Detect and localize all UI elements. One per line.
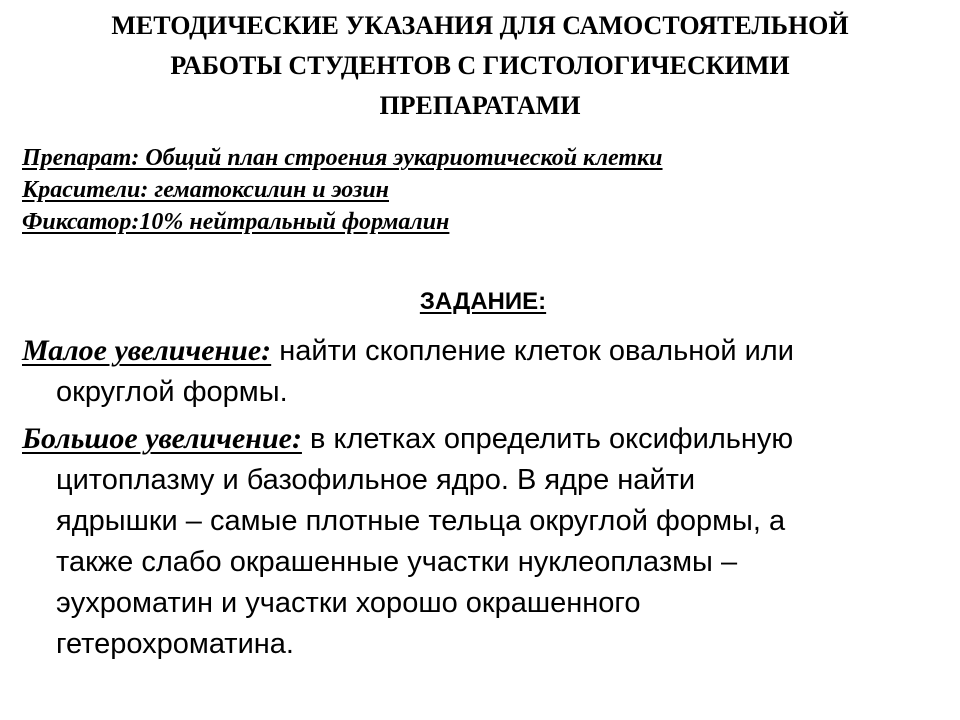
low-mag-text-1: найти скопление клеток овальной или [271, 335, 794, 367]
page-title [20, 6, 940, 126]
fixative-line [22, 206, 663, 238]
high-mag-line-6: гетерохроматина. [56, 628, 294, 660]
high-mag-line-5: эухроматин и участки хорошо окрашенного [56, 587, 641, 619]
stains-text: Красители: гематоксилин и эозин [22, 177, 389, 203]
high-mag-line-3: ядрышки – самые плотные тельца округлой формы, а [56, 505, 786, 537]
title-line-2: РАБОТЫ СТУДЕНТОВ С ГИСТОЛОГИЧЕСКИМИ [170, 51, 790, 80]
high-mag-label: Большое увеличение: [22, 422, 302, 455]
high-magnification-paragraph [22, 418, 952, 665]
task-heading [0, 286, 960, 318]
fixative-text: Фиксатор:10% нейтральный формалин [22, 209, 450, 235]
low-magnification-paragraph [22, 330, 952, 413]
low-mag-label: Малое увеличение: [22, 334, 272, 367]
high-mag-line-1 [22, 418, 952, 460]
preparation-text: Препарат: Общий план строения эукариотической клетки [22, 145, 663, 171]
preparation-line [22, 142, 663, 174]
stains-line [22, 174, 663, 206]
low-mag-line-2: округлой формы. [56, 376, 288, 408]
specimen-info [22, 142, 663, 238]
low-mag-line-1 [22, 330, 952, 372]
high-mag-line-2: цитоплазму и базофильное ядро. В ядре найти [56, 464, 696, 496]
high-mag-text-1: в клетках определить оксифильную [301, 423, 794, 455]
title-line-1: МЕТОДИЧЕСКИЕ УКАЗАНИЯ ДЛЯ САМОСТОЯТЕЛЬНОЙ [111, 11, 849, 40]
task-heading-text: ЗАДАНИЕ: [419, 288, 547, 315]
title-line-3: ПРЕПАРАТАМИ [379, 91, 581, 120]
high-mag-line-4: также слабо окрашенные участки нуклеоплазмы – [56, 546, 738, 578]
